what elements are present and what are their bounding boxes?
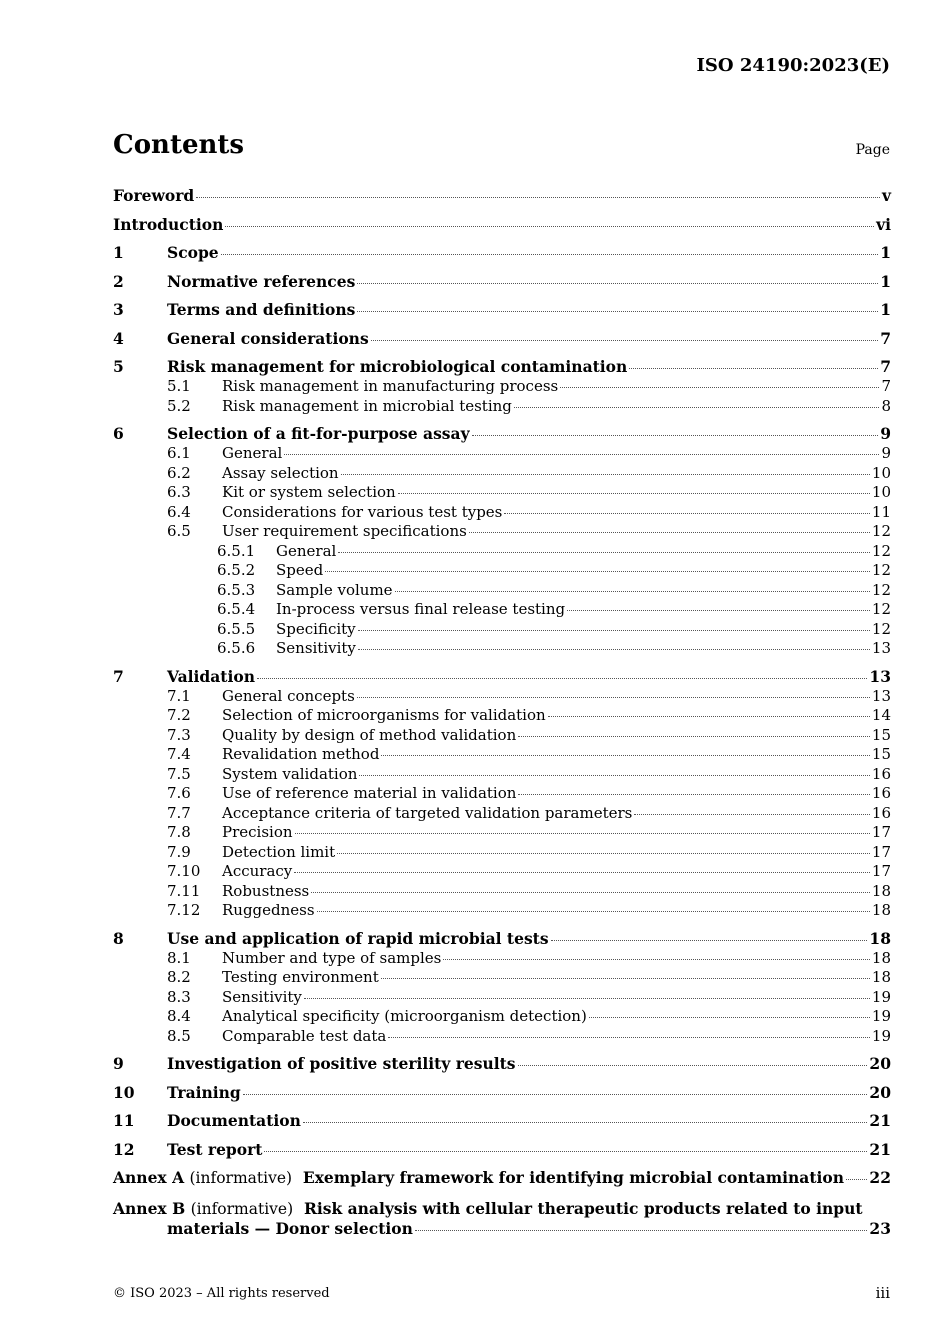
toc-entry-page: 18 bbox=[871, 968, 891, 986]
toc-entry-number: 8.5 bbox=[167, 1026, 191, 1045]
toc-entry-7-9[interactable] bbox=[113, 843, 891, 863]
toc-entry-number: 7.4 bbox=[167, 745, 191, 763]
toc-leader-dots bbox=[264, 1151, 867, 1152]
toc-entry-7-4[interactable] bbox=[113, 745, 891, 765]
toc-entry-7-10[interactable] bbox=[113, 862, 891, 882]
toc-entry-number: 7.3 bbox=[167, 725, 191, 744]
toc-entry-title: Introduction bbox=[113, 214, 224, 234]
toc-leader-dots bbox=[567, 610, 870, 611]
toc-entry-page: 15 bbox=[871, 725, 891, 744]
toc-entry-6-5-1[interactable] bbox=[113, 542, 891, 562]
copyright-notice: © ISO 2023 – All rights reserved bbox=[113, 1286, 330, 1301]
toc-leader-dots bbox=[548, 716, 870, 717]
toc-leader-dots bbox=[560, 387, 879, 388]
toc-entry-8-5[interactable] bbox=[113, 1027, 891, 1047]
toc-entry-9[interactable] bbox=[113, 1054, 891, 1083]
toc-entry-title: Number and type of samples bbox=[222, 948, 442, 967]
toc-entry-title: Selection of a fit-for-purpose assay bbox=[167, 424, 470, 443]
annex-type: (informative) bbox=[190, 1199, 294, 1218]
document-code: ISO 24190:2023(E) bbox=[696, 55, 890, 76]
toc-entry-title: Risk management in microbial testing bbox=[222, 396, 512, 415]
toc-entry-title: Quality by design of method validation bbox=[222, 725, 517, 744]
toc-entry-title: Comparable test data bbox=[222, 1026, 387, 1045]
toc-entry-8-4[interactable] bbox=[113, 1007, 891, 1027]
toc-entry-8-2[interactable] bbox=[113, 968, 891, 988]
toc-entry-7[interactable] bbox=[113, 667, 891, 687]
toc-entry-7-3[interactable] bbox=[113, 726, 891, 746]
toc-entry-page: 11 bbox=[871, 502, 891, 521]
toc-leader-dots bbox=[257, 678, 867, 679]
toc-entry-page: 18 bbox=[871, 948, 891, 967]
toc-entry-8-1[interactable] bbox=[113, 949, 891, 969]
toc-entry-10[interactable] bbox=[113, 1083, 891, 1112]
toc-leader-dots bbox=[518, 794, 869, 795]
toc-entry-page: 19 bbox=[871, 1007, 891, 1025]
toc-leader-dots bbox=[225, 226, 874, 227]
toc-entry-title: In-process versus final release testing bbox=[276, 600, 566, 618]
toc-entry-page: 18 bbox=[871, 881, 891, 900]
toc-leader-dots bbox=[221, 254, 879, 255]
toc-leader-dots bbox=[358, 630, 870, 631]
toc-entry-7-6[interactable] bbox=[113, 784, 891, 804]
toc-leader-dots bbox=[381, 978, 870, 979]
toc-entry-6-5[interactable] bbox=[113, 522, 891, 542]
toc-leader-dots bbox=[338, 552, 870, 553]
toc-entry-number: 6.5.6 bbox=[217, 639, 256, 657]
toc-entry-title: Risk management in manufacturing process bbox=[222, 377, 559, 395]
toc-entry-page: 16 bbox=[871, 764, 891, 783]
toc-entry-page: 19 bbox=[871, 987, 891, 1006]
toc-entry-4[interactable] bbox=[113, 329, 891, 358]
annex-title-line1: Risk analysis with cellular therapeutic products related to input bbox=[303, 1198, 863, 1218]
toc-leader-dots bbox=[358, 649, 870, 650]
toc-entry-5-2[interactable] bbox=[113, 397, 891, 417]
toc-entry-3[interactable] bbox=[113, 300, 891, 329]
toc-entry-7-8[interactable] bbox=[113, 823, 891, 843]
toc-leader-dots bbox=[243, 1094, 868, 1095]
toc-entry-number: 9 bbox=[113, 1054, 124, 1073]
toc-entry-6-1[interactable] bbox=[113, 444, 891, 464]
toc-entry-number: 11 bbox=[113, 1111, 135, 1130]
toc-entry-number: 4 bbox=[113, 328, 124, 348]
toc-leader-dots bbox=[514, 407, 880, 408]
toc-leader-dots bbox=[472, 435, 879, 436]
toc-entry-number: 5 bbox=[113, 357, 124, 376]
toc-leader-dots bbox=[395, 591, 870, 592]
toc-entry-12[interactable] bbox=[113, 1140, 891, 1169]
toc-leader-dots bbox=[304, 998, 870, 999]
toc-leader-dots bbox=[294, 872, 870, 873]
toc-entry-number: 7 bbox=[113, 666, 124, 686]
annex-label: Annex A bbox=[113, 1168, 185, 1187]
toc-leader-dots bbox=[634, 814, 870, 815]
toc-entry-number: 7.5 bbox=[167, 764, 191, 783]
toc-entry-7-1[interactable] bbox=[113, 687, 891, 707]
toc-entry-number: 10 bbox=[113, 1082, 135, 1102]
toc-entry-page: 16 bbox=[871, 784, 891, 802]
toc-entry-title: User requirement specifications bbox=[222, 522, 467, 540]
toc-entry-page: 10 bbox=[871, 483, 891, 501]
toc-entry-page: 1 bbox=[880, 271, 891, 291]
toc-entry-introduction[interactable] bbox=[113, 215, 891, 244]
annex-type: (informative) bbox=[189, 1169, 293, 1187]
toc-entry-number: 7.7 bbox=[167, 803, 191, 822]
toc-entry-number: 6.1 bbox=[167, 444, 191, 462]
toc-entry-page: 20 bbox=[869, 1054, 891, 1073]
toc-entry-number: 6.4 bbox=[167, 502, 191, 521]
toc-leader-dots bbox=[589, 1017, 870, 1018]
toc-entry-page: 19 bbox=[871, 1026, 891, 1045]
toc-entry-6-5-4[interactable] bbox=[113, 600, 891, 620]
toc-entry-6-5-6[interactable] bbox=[113, 639, 891, 659]
toc-entry-page: 7 bbox=[881, 377, 891, 395]
toc-entry-page: 14 bbox=[871, 706, 891, 724]
toc-entry-page: 12 bbox=[871, 619, 891, 638]
toc-leader-dots bbox=[388, 1037, 870, 1038]
toc-entry-title: Use and application of rapid microbial tests bbox=[167, 928, 549, 948]
toc-leader-dots bbox=[325, 571, 870, 572]
toc-entry-number: 8 bbox=[113, 928, 124, 948]
toc-entry-title: Normative references bbox=[167, 271, 356, 291]
toc-entry-number: 7.9 bbox=[167, 842, 191, 861]
toc-entry-page: vi bbox=[876, 214, 891, 234]
toc-entry-title: Investigation of positive sterility results bbox=[167, 1054, 516, 1073]
toc-entry-number: 6.5.5 bbox=[217, 619, 256, 638]
toc-leader-dots bbox=[551, 940, 868, 941]
toc-entry-page: v bbox=[881, 186, 891, 205]
toc-leader-dots bbox=[357, 311, 878, 312]
toc-entry-page: 13 bbox=[871, 639, 891, 657]
toc-entry-title: System validation bbox=[222, 764, 358, 783]
annex-title-line2: materials — Donor selection bbox=[167, 1219, 413, 1238]
toc-entry-page: 9 bbox=[880, 424, 891, 443]
toc-entry-number: 8.1 bbox=[167, 948, 191, 967]
toc-entry-number: 5.2 bbox=[167, 396, 191, 415]
toc-entry-title: Sensitivity bbox=[276, 639, 356, 657]
toc-entry-page: 15 bbox=[871, 745, 891, 763]
table-of-contents bbox=[113, 186, 891, 1239]
toc-entry-title: Specificity bbox=[276, 619, 356, 638]
toc-entry-annex-b[interactable] bbox=[113, 1199, 891, 1239]
toc-entry-7-12[interactable] bbox=[113, 901, 891, 921]
toc-entry-page: 7 bbox=[880, 357, 891, 376]
toc-entry-7-11[interactable] bbox=[113, 882, 891, 902]
toc-entry-number: 7.12 bbox=[167, 901, 201, 919]
toc-entry-page: 12 bbox=[871, 600, 891, 618]
toc-entry-7-7[interactable] bbox=[113, 804, 891, 824]
toc-entry-title: Acceptance criteria of targeted validation parameters bbox=[222, 803, 633, 822]
toc-entry-6-2[interactable] bbox=[113, 464, 891, 484]
toc-leader-dots bbox=[381, 755, 869, 756]
toc-entry-11[interactable] bbox=[113, 1111, 891, 1140]
toc-leader-dots bbox=[196, 197, 880, 198]
toc-entry-page: 1 bbox=[880, 300, 891, 319]
toc-entry-number: 7.11 bbox=[167, 881, 201, 900]
toc-entry-6[interactable] bbox=[113, 424, 891, 444]
toc-entry-title: Accuracy bbox=[222, 862, 293, 880]
toc-entry-number: 8.3 bbox=[167, 987, 191, 1006]
toc-entry-page: 17 bbox=[871, 862, 891, 880]
toc-entry-6-3[interactable] bbox=[113, 483, 891, 503]
toc-entry-title: Revalidation method bbox=[222, 745, 380, 763]
toc-entry-title: Analytical specificity (microorganism detection) bbox=[222, 1007, 587, 1025]
toc-entry-page: 8 bbox=[881, 396, 891, 415]
toc-entry-title: Documentation bbox=[167, 1111, 301, 1130]
toc-entry-title: Scope bbox=[167, 243, 219, 262]
toc-leader-dots bbox=[284, 454, 879, 455]
toc-entry-number: 7.10 bbox=[167, 862, 201, 880]
toc-entry-number: 8.4 bbox=[167, 1007, 191, 1025]
toc-entry-number: 6 bbox=[113, 424, 124, 443]
toc-leader-dots bbox=[311, 892, 870, 893]
toc-leader-dots bbox=[443, 959, 870, 960]
toc-entry-7-2[interactable] bbox=[113, 706, 891, 726]
toc-entry-number: 2 bbox=[113, 271, 124, 291]
toc-entry-number: 7.1 bbox=[167, 686, 191, 705]
toc-entry-title: Test report bbox=[167, 1139, 263, 1159]
toc-entry-title: Terms and definitions bbox=[167, 300, 356, 319]
toc-entry-5[interactable] bbox=[113, 357, 891, 377]
toc-entry-annex-a[interactable] bbox=[113, 1168, 891, 1197]
toc-entry-page: 12 bbox=[871, 561, 891, 579]
toc-entry-title: Training bbox=[167, 1082, 241, 1102]
annex-title: Exemplary framework for identifying microbial contamination bbox=[302, 1168, 844, 1187]
toc-entry-page: 18 bbox=[871, 901, 891, 919]
toc-entry-number: 6.5 bbox=[167, 522, 191, 540]
toc-entry-7-5[interactable] bbox=[113, 765, 891, 785]
toc-entry-5-1[interactable] bbox=[113, 377, 891, 397]
toc-entry-page: 23 bbox=[869, 1219, 891, 1238]
toc-entry-title: Use of reference material in validation bbox=[222, 784, 517, 802]
toc-entry-title bbox=[113, 1168, 844, 1187]
toc-leader-dots bbox=[359, 775, 869, 776]
toc-entry-number: 7.6 bbox=[167, 784, 191, 802]
toc-entry-page: 20 bbox=[869, 1082, 891, 1102]
toc-entry-number: 5.1 bbox=[167, 377, 191, 395]
toc-leader-dots bbox=[337, 853, 870, 854]
toc-entry-page: 12 bbox=[871, 522, 891, 540]
toc-entry-title: Selection of microorganisms for validation bbox=[222, 706, 546, 724]
toc-entry-number: 7.2 bbox=[167, 706, 191, 724]
toc-entry-title: Validation bbox=[167, 666, 255, 686]
toc-entry-8[interactable] bbox=[113, 929, 891, 949]
toc-entry-title: Risk management for microbiological contamination bbox=[167, 357, 628, 376]
toc-entry-page: 1 bbox=[880, 243, 891, 262]
toc-entry-title: Assay selection bbox=[222, 463, 339, 482]
toc-leader-dots bbox=[629, 368, 878, 369]
toc-entry-title: Detection limit bbox=[222, 842, 336, 861]
toc-entry-title: General concepts bbox=[222, 686, 355, 705]
toc-entry-number: 6.5.3 bbox=[217, 580, 256, 599]
toc-leader-dots bbox=[518, 736, 870, 737]
page-number: iii bbox=[875, 1284, 890, 1302]
annex-label: Annex B bbox=[113, 1198, 186, 1218]
toc-entry-page: 21 bbox=[869, 1139, 891, 1159]
toc-leader-dots bbox=[295, 833, 870, 834]
toc-entry-page: 16 bbox=[871, 803, 891, 822]
toc-entry-title: Foreword bbox=[113, 186, 195, 205]
toc-entry-number: 8.2 bbox=[167, 968, 191, 986]
toc-entry-page: 13 bbox=[869, 666, 891, 686]
toc-entry-foreword[interactable] bbox=[113, 186, 891, 215]
toc-leader-dots bbox=[518, 1065, 868, 1066]
toc-entry-number: 7.8 bbox=[167, 823, 191, 841]
toc-entry-title: Robustness bbox=[222, 881, 310, 900]
toc-leader-dots bbox=[371, 340, 879, 341]
toc-leader-dots bbox=[504, 513, 870, 514]
toc-entry-page: 18 bbox=[869, 928, 891, 948]
toc-entry-title: General considerations bbox=[167, 328, 369, 348]
toc-entry-number: 12 bbox=[113, 1139, 135, 1159]
page-column-label: Page bbox=[855, 142, 890, 158]
toc-entry-6-5-2[interactable] bbox=[113, 561, 891, 581]
toc-entry-title: Sensitivity bbox=[222, 987, 302, 1006]
toc-leader-dots bbox=[303, 1122, 868, 1123]
toc-entry-number: 6.5.1 bbox=[217, 541, 256, 560]
toc-leader-dots bbox=[846, 1179, 867, 1180]
toc-leader-dots bbox=[415, 1230, 868, 1231]
toc-entry-title: Ruggedness bbox=[222, 901, 315, 919]
toc-leader-dots bbox=[398, 493, 870, 494]
toc-entry-6-5-5[interactable] bbox=[113, 620, 891, 640]
toc-entry-page: 9 bbox=[881, 444, 891, 462]
toc-entry-number: 6.3 bbox=[167, 483, 191, 501]
toc-entry-title: Kit or system selection bbox=[222, 483, 396, 501]
toc-entry-page: 7 bbox=[880, 328, 891, 348]
toc-entry-page: 17 bbox=[871, 842, 891, 861]
toc-leader-dots bbox=[341, 474, 870, 475]
toc-entry-title: General bbox=[276, 541, 337, 560]
toc-leader-dots bbox=[357, 697, 870, 698]
toc-entry-page: 22 bbox=[869, 1168, 891, 1187]
toc-entry-6-4[interactable] bbox=[113, 503, 891, 523]
toc-entry-page: 21 bbox=[869, 1111, 891, 1130]
toc-entry-page: 13 bbox=[871, 686, 891, 705]
toc-entry-8-3[interactable] bbox=[113, 988, 891, 1008]
toc-entry-title: Testing environment bbox=[222, 968, 379, 986]
toc-entry-page: 10 bbox=[871, 463, 891, 482]
toc-entry-title: Precision bbox=[222, 823, 293, 841]
toc-leader-dots bbox=[469, 532, 870, 533]
toc-entry-number: 6.5.4 bbox=[217, 600, 256, 618]
toc-leader-dots bbox=[317, 911, 870, 912]
toc-entry-title: General bbox=[222, 444, 283, 462]
toc-entry-page: 12 bbox=[871, 541, 891, 560]
toc-leader-dots bbox=[357, 283, 878, 284]
toc-entry-title: Speed bbox=[276, 561, 324, 579]
toc-entry-number: 6.2 bbox=[167, 463, 191, 482]
toc-entry-page: 17 bbox=[871, 823, 891, 841]
toc-entry-1[interactable] bbox=[113, 243, 891, 272]
toc-entry-title: Sample volume bbox=[276, 580, 393, 599]
toc-entry-number: 1 bbox=[113, 243, 124, 262]
toc-entry-page: 12 bbox=[871, 580, 891, 599]
toc-entry-title: Considerations for various test types bbox=[222, 502, 503, 521]
contents-title: Contents bbox=[113, 130, 245, 160]
toc-entry-number: 3 bbox=[113, 300, 124, 319]
toc-entry-6-5-3[interactable] bbox=[113, 581, 891, 601]
toc-entry-number: 6.5.2 bbox=[217, 561, 256, 579]
toc-entry-2[interactable] bbox=[113, 272, 891, 301]
